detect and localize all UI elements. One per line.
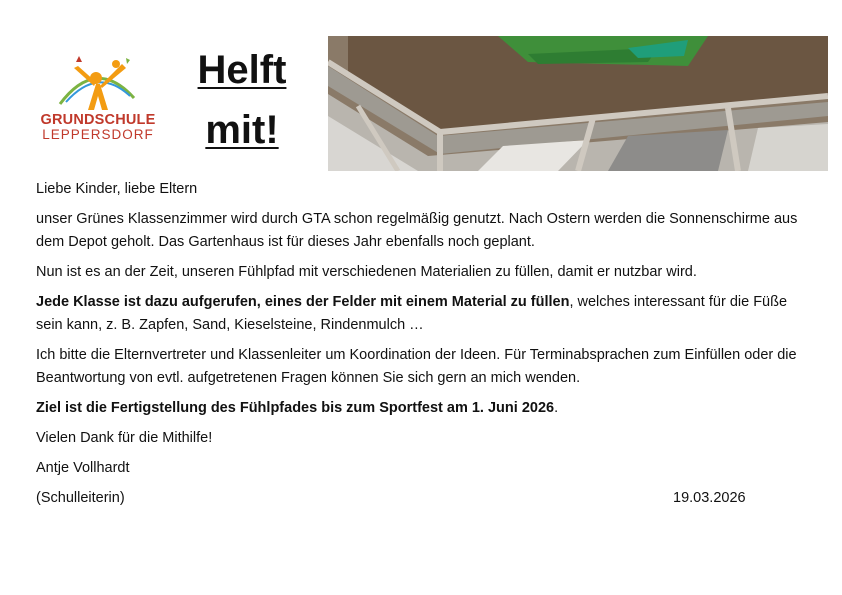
garden-photo-icon [328, 36, 828, 171]
logo-text-school: GRUNDSCHULE [40, 112, 156, 128]
greeting: Liebe Kinder, liebe Eltern [36, 181, 198, 197]
school-logo-icon [56, 52, 140, 114]
signature-role: (Schulleiterin) [36, 490, 125, 506]
school-logo [36, 52, 160, 144]
task-detail: , welches interessant für die Füße sein kann, z. B. Zapfen, Sand, Kieselsteine, Rindenmulch … [36, 294, 788, 333]
goal-highlight: Ziel ist die Fertigstellung des Fühlpfades bis zum Sportfest am 1. Juni 2026 [36, 400, 555, 416]
thanks: Vielen Dank für die Mithilfe! [36, 430, 213, 446]
letter-body [36, 178, 816, 510]
goal-end: . [554, 400, 559, 416]
logo-text-place: LEPPERSDORF [42, 127, 154, 142]
paragraph-gta: unser Grünes Klassenzimmer wird durch GTA schon regelmäßig genutzt. Nach Ostern werden die Sonnenschirme aus dem Depot geholt. Das Gartenhaus ist für dieses Jahr ebenfalls noch geplant. [36, 211, 798, 250]
page-title [172, 40, 312, 160]
garden-photo [328, 36, 828, 171]
signature-name: Antje Vollhardt [36, 460, 130, 476]
task-highlight: Jede Klasse ist dazu aufgerufen, eines der Felder mit einem Material zu füllen [36, 294, 570, 310]
paragraph-goal [36, 397, 816, 420]
title-line-2: mit! [205, 108, 279, 152]
paragraph-coordination: Ich bitte die Elternvertreter und Klassenleiter um Koordination der Ideen. Für Terminabsprachen zum Einfüllen oder die Beantwortung von evtl. aufgetretenen Fragen können Sie sich gern an mich wenden. [36, 347, 797, 386]
paragraph-task [36, 291, 816, 337]
paragraph-fuehlpfad: Nun ist es an der Zeit, unseren Fühlpfad mit verschiedenen Materialien zu füllen, damit er nutzbar wird. [36, 264, 697, 280]
title-line-1: Helft [197, 48, 287, 92]
letter-date: 19.03.2026 [673, 490, 746, 506]
signature-row [36, 487, 816, 510]
